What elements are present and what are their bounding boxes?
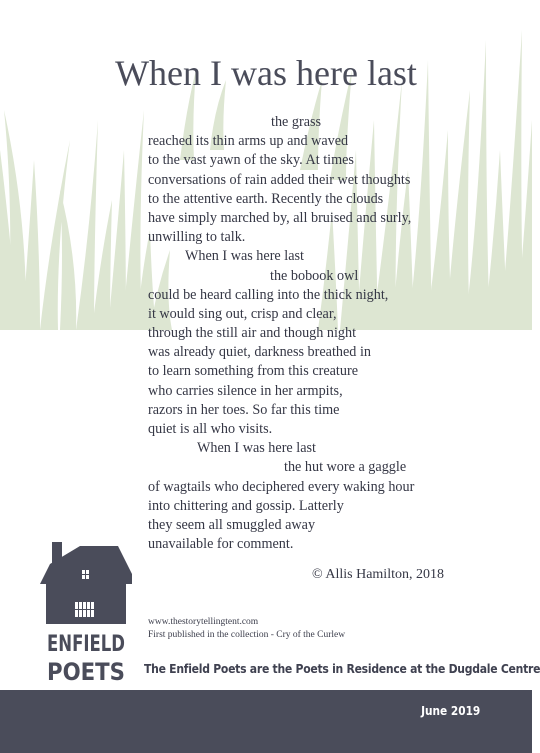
poem-line: to learn something from this creature [148, 363, 358, 380]
poem-line: to the vast yawn of the sky. At times [148, 152, 354, 169]
poem-title: When I was here last [115, 53, 417, 93]
poem-line: they seem all smuggled away [148, 516, 316, 533]
poem-line: unavailable for comment. [148, 536, 294, 553]
enfield-poets-logo [40, 540, 132, 685]
logo-text-enfield: ENFIELD [47, 632, 125, 657]
publication-info [148, 616, 345, 642]
poem-line: have simply marched by, all bruised and surly, [148, 209, 412, 226]
logo-text-poets: POETS [47, 658, 125, 686]
poem-line: the grass [271, 114, 322, 130]
poem-line: unwilling to talk. [148, 229, 246, 246]
poem-line: of wagtails who deciphered every waking hour [148, 478, 415, 495]
footer-bar [0, 690, 532, 753]
website-link[interactable]: www.thestorytellingtent.com [148, 617, 259, 627]
poem-line: was already quiet, darkness breathed in [148, 344, 371, 361]
poem-line: the hut wore a gaggle [284, 459, 407, 476]
residence-tagline: The Enfield Poets are the Poets in Residence at the Dugdale Centre [144, 661, 540, 676]
poem-line: razors in her toes. So far this time [148, 401, 340, 418]
poem-line: conversations of rain added their wet thoughts [148, 171, 411, 188]
poem-line: to the attentive earth. Recently the clouds [148, 190, 384, 207]
poem-line: quiet is all who visits. [148, 421, 273, 437]
publication-note: First published in the collection - Cry of the Curlew [148, 630, 346, 640]
poem-line: who carries silence in her armpits, [148, 382, 343, 399]
poem-line: through the still air and though night [148, 325, 357, 342]
poem-line: the bobook owl [270, 267, 359, 284]
copyright-credit: © Allis Hamilton, 2018 [312, 567, 444, 582]
poem-line: it would sing out, crisp and clear, [148, 305, 337, 322]
poem-line: When I was here last [185, 248, 304, 265]
poem-line: reached its thin arms up and waved [148, 133, 349, 150]
poem-line: into chittering and gossip. Latterly [148, 497, 344, 514]
issue-date: June 2019 [420, 704, 480, 718]
poem-body [148, 113, 508, 554]
poem-line: could be heard calling into the thick night, [148, 286, 389, 303]
poem-line: When I was here last [197, 440, 316, 457]
